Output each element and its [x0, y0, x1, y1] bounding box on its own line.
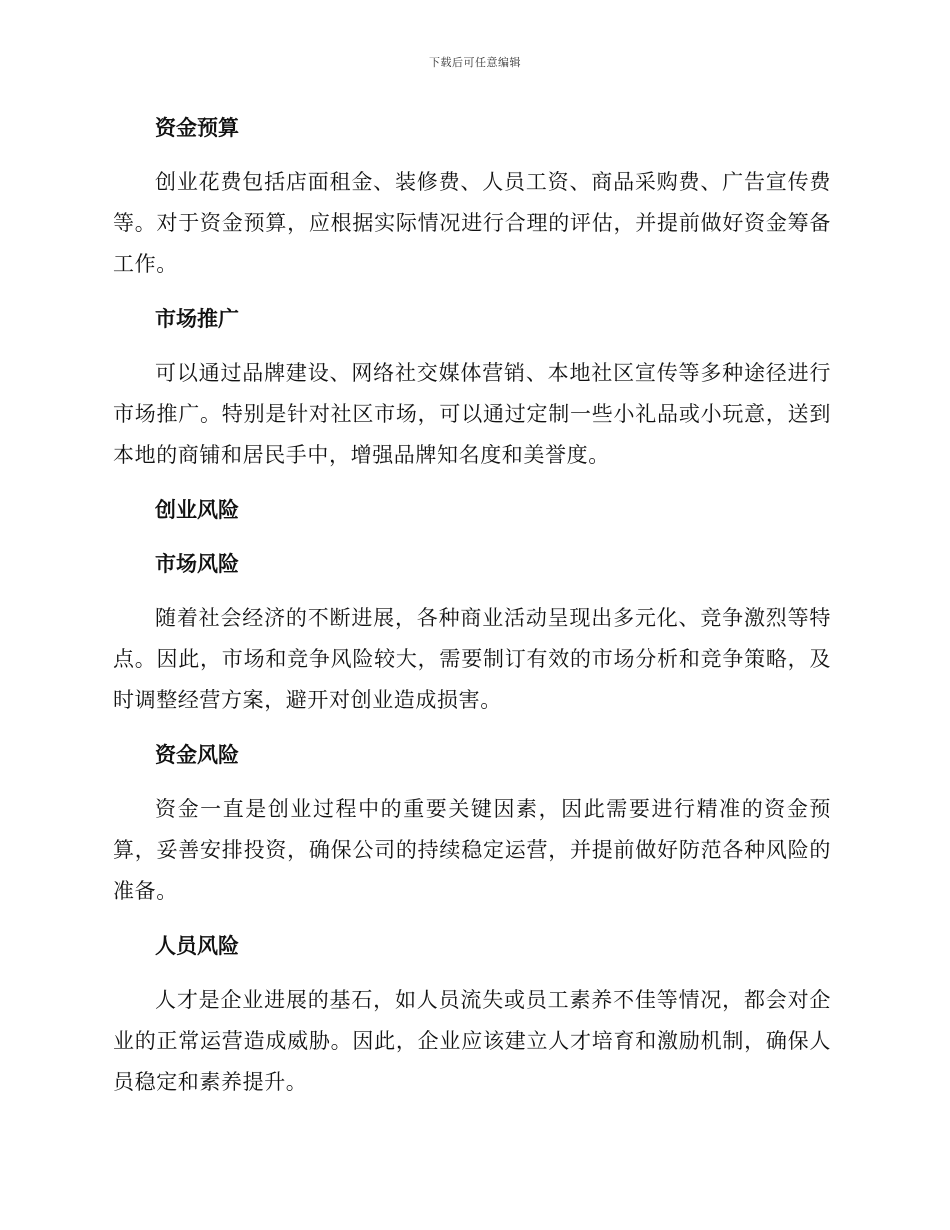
section-heading-market-risk: 市场风险: [155, 551, 239, 576]
section-heading-risks: 创业风险: [155, 497, 239, 522]
section-heading-budget: 资金预算: [155, 115, 239, 140]
section-heading-marketing: 市场推广: [155, 306, 239, 331]
page-header: 下载后可任意编辑: [429, 56, 521, 69]
document-body: [113, 108, 831, 1117]
section-heading-capital-risk: 资金风险: [155, 742, 239, 767]
section-paragraph-personnel-risk: 人才是企业进展的基石，如人员流失或员工素养不佳等情况，都会对企业的正常运营造成威胁。因此，企业应该建立人才培育和激励机制，确保人员稳定和素养提升。: [113, 988, 831, 1094]
section-paragraph-budget: 创业花费包括店面租金、装修费、人员工资、商品采购费、广告宣传费等。对于资金预算，应根据实际情况进行合理的评估，并提前做好资金筹备工作。: [113, 170, 831, 276]
section-paragraph-capital-risk: 资金一直是创业过程中的重要关键因素，因此需要进行精准的资金预算，妥善安排投资，确保公司的持续稳定运营，并提前做好防范各种风险的准备。: [113, 797, 831, 903]
section-heading-personnel-risk: 人员风险: [155, 933, 239, 958]
section-paragraph-marketing: 可以通过品牌建设、网络社交媒体营销、本地社区宣传等多种途径进行市场推广。特别是针对社区市场，可以通过定制一些小礼品或小玩意，送到本地的商铺和居民手中，增强品牌知名度和美誉度。: [113, 361, 831, 467]
section-paragraph-market-risk: 随着社会经济的不断进展，各种商业活动呈现出多元化、竞争激烈等特点。因此，市场和竞争风险较大，需要制订有效的市场分析和竞争策略，及时调整经营方案，避开对创业造成损害。: [113, 606, 831, 712]
